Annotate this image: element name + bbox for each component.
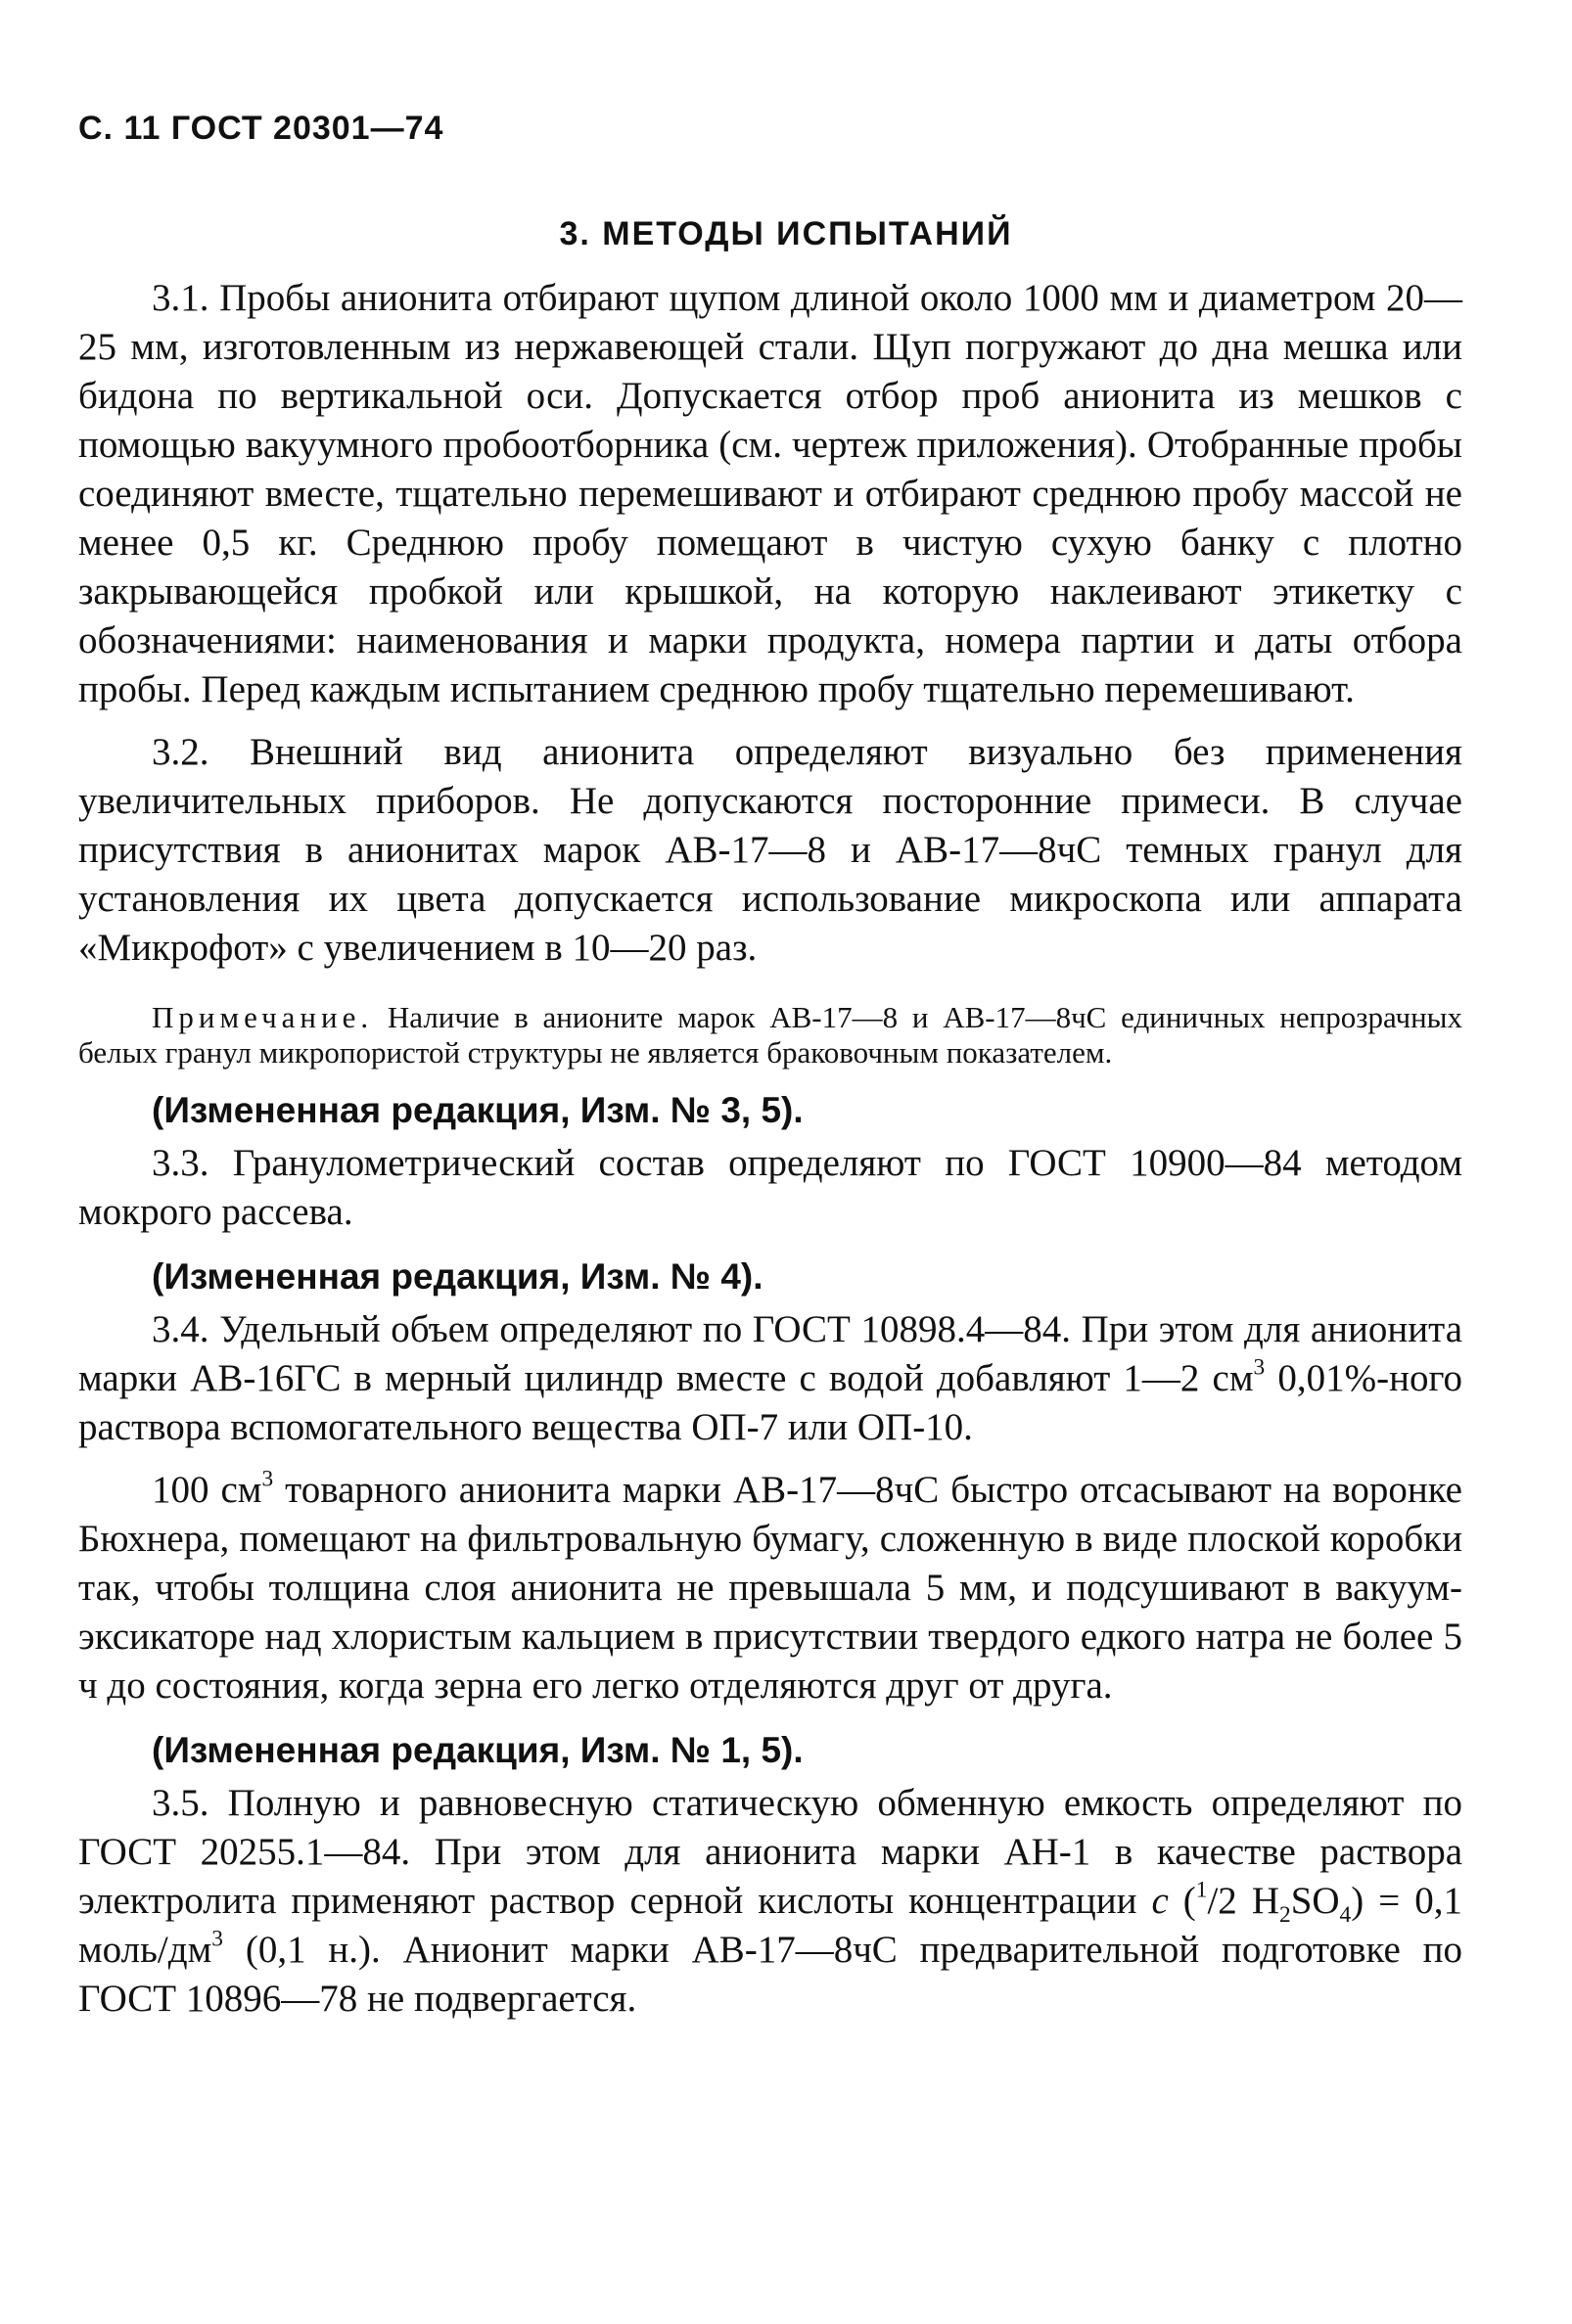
p34b-sup: 3 (261, 1466, 274, 1492)
paragraph-3-2: 3.2. Внешний вид анионита определяют визуально без применения увеличительных приборов. Не допускаются посторонние примеси. В случае присутствия в анионитах марок АВ-17—8 и АВ-17—8чС темных гранул для установления их цвета допускается использование микроскопа или аппарата «Микрофот» с увеличением в 10—20 раз. (78, 731, 1462, 969)
note-text: Наличие в анионите марок АВ-17—8 и АВ-17—8чС единичных непрозрачных белых гранул микропористой структуры не является браковочным показателем. (78, 1000, 1463, 1070)
edit-note-2: (Измененная редакция, Изм. № 4). (152, 1256, 763, 1297)
p35-concentration-symbol: c (1151, 1880, 1169, 1922)
p35-sup: 3 (211, 1926, 223, 1952)
section-title: 3. МЕТОДЫ ИСПЫТАНИЙ (559, 215, 1013, 252)
p35-open-paren: ( (1168, 1880, 1196, 1922)
p35-sub-2: 2 (1278, 1901, 1291, 1928)
paragraph-3-1: 3.1. Пробы анионита отбирают щупом длиной около 1000 мм и диаметром 20—25 мм, изготовленным из нержавеющей стали. Щуп погружают до дна мешка или бидона по вертикальной оси. Допускается отбор проб анионита из мешков с помощью вакуумного пробоотборника (см. чертеж приложения). Отобранные пробы соединяют вместе, тщательно перемешивают и отбирают среднюю пробу массой не менее 0,5 кг. Среднюю пробу помещают в чистую сухую банку с плотно закрывающейся пробкой или крышкой, на которую наклеивают этикетку с обозначениями: наименования и марки продукта, номера партии и даты отбора пробы. Перед каждым испытанием среднюю пробу тщательно перемешивают. (78, 277, 1462, 710)
p35-sub-4: 4 (1339, 1901, 1352, 1928)
paragraph-3-5 (78, 1779, 1462, 2024)
edit-note-3: (Измененная редакция, Изм. № 1, 5). (152, 1730, 804, 1770)
p35-text-e: (0,1 н.). Анионит марки АВ-17—8чС предварительной подготовке по ГОСТ 10896—78 не подвергается. (78, 1929, 1462, 2020)
page-header: С. 11 ГОСТ 20301—74 (78, 110, 444, 147)
document-body (78, 274, 1462, 2024)
p35-so: SO (1290, 1880, 1340, 1922)
paragraph-3-3: 3.3. Гранулометрический состав определяют по ГОСТ 10900—84 методом мокрого рассева. (78, 1142, 1462, 1233)
paragraph-3-4 (78, 1305, 1462, 1452)
p34b-text-b: товарного анионита марки АВ-17—8чС быстро отсасывают на воронке Бюхнера, помещают на фильтровальную бумагу, сложенную в виде плоской коробки так, чтобы толщина слоя анионита не превышала 5 мм, и подсушивают в вакуум-эксикаторе над хлористым кальцием в присутствии твердого едкого натра не более 5 ч до состояния, когда зерна его легко отделяются друг от друга. (78, 1469, 1462, 1707)
p34-sup: 3 (1253, 1354, 1266, 1381)
paragraph-3-4-continued (78, 1466, 1462, 1710)
p35-text-a: 3.5. Полную и равновесную статическую обменную емкость определяют по ГОСТ 20255.1—84. При этом для анионита марки АН-1 в качестве раствора электролита применяют раствор серной кислоты концентрации (78, 1782, 1462, 1922)
p34-text-b: 0,01%-ного раствора вспомогательного вещества ОП-7 или ОП-10. (78, 1357, 1462, 1448)
note (78, 1000, 1462, 1071)
p35-h: H (1236, 1880, 1279, 1922)
note-label: Примечание. (152, 1000, 374, 1034)
p35-text-d: ) = 0,1 моль/дм (78, 1880, 1462, 1971)
p34b-text-a: 100 см (152, 1469, 262, 1511)
p35-frac-num: 1 (1195, 1877, 1208, 1903)
edit-note-1: (Измененная редакция, Изм. № 3, 5). (152, 1090, 804, 1130)
p34-text-a: 3.4. Удельный объем определяют по ГОСТ 10898.4—84. При этом для анионита марки АВ-16ГС в мерный цилиндр вместе с водой добавляют 1—2 см (78, 1308, 1462, 1399)
p35-frac-den: /2 (1207, 1880, 1237, 1922)
